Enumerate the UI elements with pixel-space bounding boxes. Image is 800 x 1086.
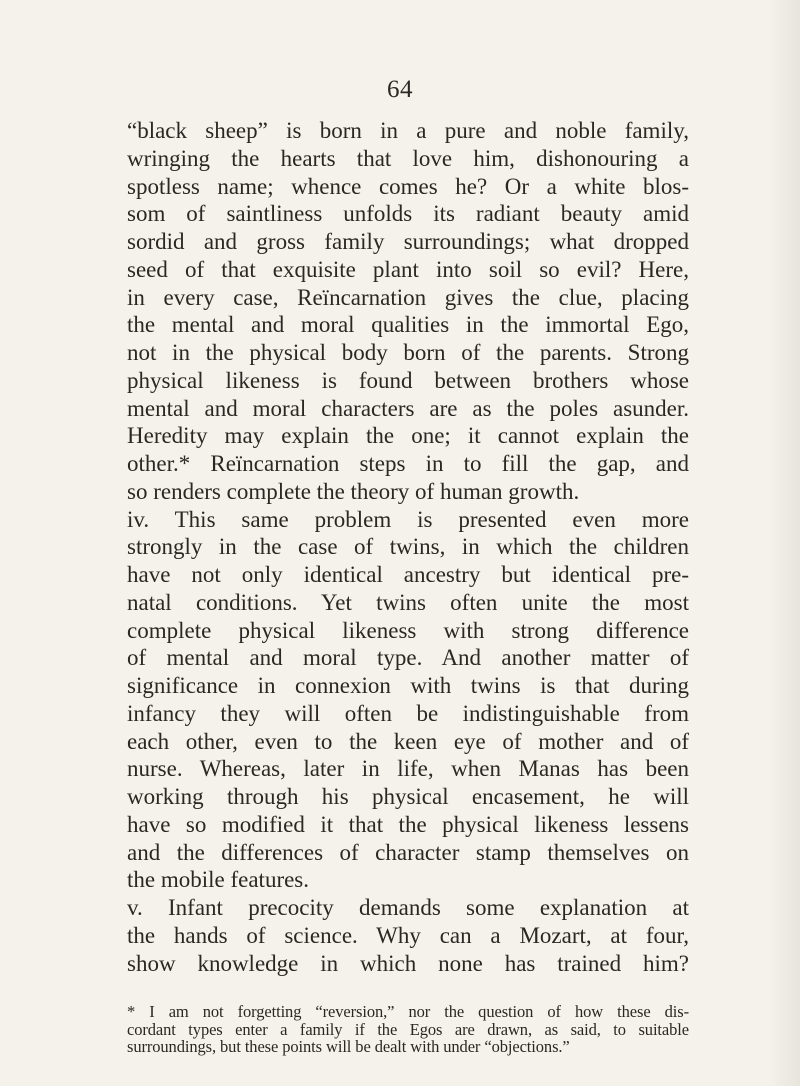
text-line: complete physical likeness with strong difference (127, 617, 689, 643)
text-line: iv. This same problem is presented even more (127, 506, 689, 532)
text-line: other.* Reïncarnation steps in to fill the gap, and (127, 451, 689, 476)
text-line: seed of that exquisite plant into soil so evil? Here, (127, 256, 689, 282)
text-line: spotless name; whence comes he? Or a white blos- (127, 173, 689, 199)
text-line: “black sheep” is born in a pure and noble family, (127, 118, 689, 143)
text-line: strongly in the case of twins, in which the children (127, 534, 689, 560)
text-line: so renders complete the theory of human growth. (127, 478, 580, 504)
text-line: working through his physical encasement, he will (127, 784, 689, 809)
text-line: sordid and gross family surroundings; what dropped (127, 229, 689, 254)
text-line: wringing the hearts that love him, dishonouring a (127, 145, 689, 171)
text-line: the hands of science. Why can a Mozart, at four, (127, 922, 689, 948)
text-line: infancy they will often be indistinguishable from (127, 700, 689, 726)
page-number: 64 (387, 76, 413, 103)
text-line: the mental and moral qualities in the immortal Ego, (127, 312, 689, 338)
body-text (127, 117, 689, 977)
footnote-line: * I am not forgetting “reversion,” nor the question of how these dis- (127, 1002, 689, 1021)
text-line: show knowledge in which none has trained him? (127, 950, 689, 976)
text-line: of mental and moral type. And another matter of (127, 645, 689, 671)
text-line: natal conditions. Yet twins often unite the most (127, 589, 689, 615)
text-line: som of saintliness unfolds its radiant beauty amid (127, 201, 689, 227)
text-line: significance in connexion with twins is that during (127, 673, 689, 698)
text-line: each other, even to the keen eye of mother and of (127, 728, 689, 754)
text-line: nurse. Whereas, later in life, when Manas has been (127, 756, 689, 782)
text-line: not in the physical body born of the parents. Strong (127, 340, 689, 365)
text-line: v. Infant precocity demands some explanation at (127, 895, 689, 920)
text-line: mental and moral characters are as the poles asunder. (127, 395, 689, 421)
text-line: the mobile features. (127, 867, 310, 893)
footnote-line: cordant types enter a family if the Egos are drawn, as said, to suitable (127, 1019, 689, 1039)
footnote-line: surroundings, but these points will be dealt with under “objections.” (127, 1037, 570, 1056)
text-line: physical likeness is found between brothers whose (127, 367, 689, 393)
text-line: have so modified it that the physical likeness lessens (127, 811, 689, 837)
text-line: Heredity may explain the one; it cannot explain the (127, 423, 689, 449)
footnote (127, 1003, 689, 1056)
text-line: and the differences of character stamp themselves on (127, 839, 689, 865)
text-line: in every case, Reïncarnation gives the clue, placing (127, 284, 689, 310)
text-line: have not only identical ancestry but identical pre- (127, 562, 689, 587)
